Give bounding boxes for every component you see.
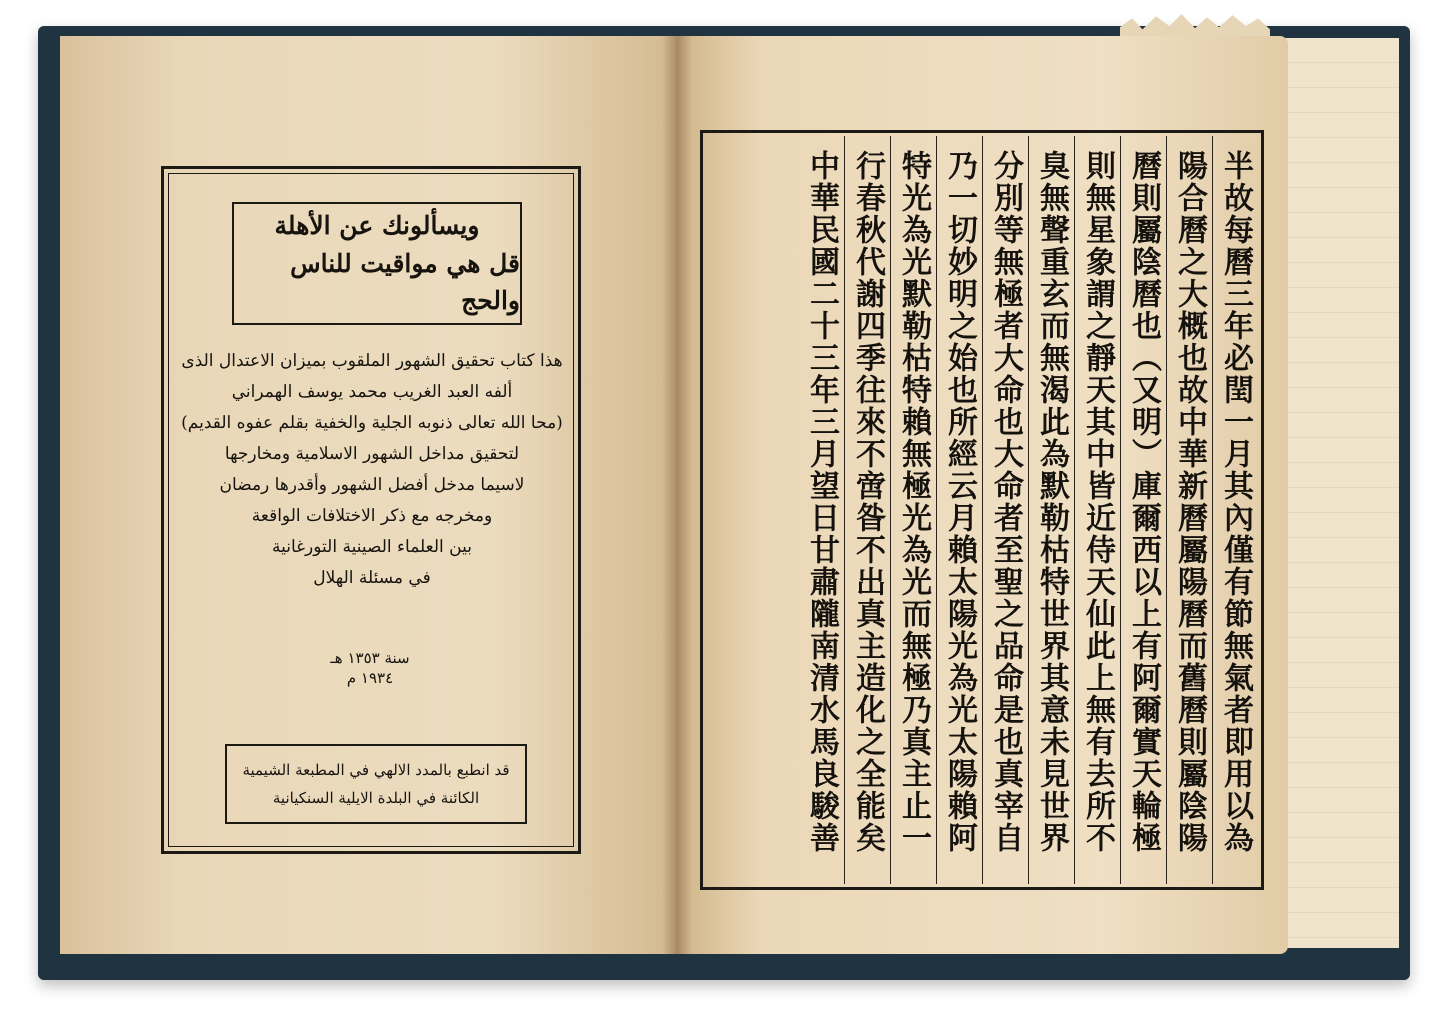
chinese-column: 半故每曆三年必閏一月其內僅有節無氣者即用以為 bbox=[1212, 136, 1258, 884]
torn-page-edge bbox=[1120, 14, 1270, 36]
arabic-line: لاسيما مدخل أفضل الشهور وأقدرها رمضان bbox=[219, 475, 525, 495]
chinese-column: 中華民國二十三年三月望日甘肅隴南清水馬良駿善 bbox=[804, 150, 839, 854]
back-pages-stack bbox=[1270, 38, 1399, 948]
verse-line-2: قل هي مواقيت للناس والحج bbox=[290, 248, 520, 316]
book-gutter bbox=[662, 36, 692, 954]
chinese-text-columns bbox=[706, 136, 1258, 884]
arabic-line: ومخرجه مع ذكر الاختلافات الواقعة bbox=[251, 506, 493, 526]
arabic-line: هذا كتاب تحقيق الشهور الملقوب بميزان الاعتدال الذى bbox=[181, 351, 563, 371]
arabic-line: في مسئلة الهلال bbox=[313, 568, 431, 588]
chinese-column: 臭無聲重玄而無渴此為默勒枯特世界其意未見世界 bbox=[1028, 136, 1074, 884]
arabic-line: لتحقيق مداخل الشهور الاسلامية ومخارجها bbox=[224, 444, 520, 464]
printer-colophon-box bbox=[225, 744, 527, 824]
quran-verse-box bbox=[232, 202, 522, 325]
verse-line-1: ويسألونك عن الأهلة bbox=[274, 211, 480, 241]
chinese-column: 特光為光默勒枯特賴無極光為光而無極乃真主止一 bbox=[890, 136, 936, 884]
chinese-column: 陽合曆之大概也故中華新曆屬陽曆而舊曆則屬陰陽 bbox=[1166, 136, 1212, 884]
chinese-column: 則無星象謂之靜天其中皆近侍天仙此上無有去所不 bbox=[1074, 136, 1120, 884]
arabic-title-text bbox=[178, 346, 566, 594]
date-gregorian: ١٩٣٤ م bbox=[346, 669, 394, 687]
printer-line-2: الكائنة في البلدة الايلية السنكيانية bbox=[272, 789, 480, 807]
arabic-line: ألفه العبد الغريب محمد يوسف الهمراني bbox=[231, 382, 513, 402]
arabic-line: (محا الله تعالى ذنوبه الجلية والخفية بقلم عفوه القديم) bbox=[181, 413, 563, 433]
date-hijri: سنة ١٣٥٣ هـ bbox=[330, 649, 410, 667]
printer-line-1: قد انطبع بالمدد الالهي في المطبعة الشيمية bbox=[242, 761, 510, 779]
chinese-column: 曆則屬陰曆也（又明）庫爾西以上有阿爾實天輪極 bbox=[1120, 136, 1166, 884]
chinese-column: 行春秋代謝四季往來不啻昝不出真主造化之全能矣 bbox=[844, 136, 890, 884]
arabic-line: بين العلماء الصينية التورغانية bbox=[272, 537, 472, 557]
chinese-column: 乃一切妙明之始也所經云月賴太陽光為光太陽賴阿 bbox=[936, 136, 982, 884]
publication-date bbox=[330, 648, 410, 688]
chinese-column: 分別等無極者大命也大命者至聖之品命是也真宰自 bbox=[982, 136, 1028, 884]
